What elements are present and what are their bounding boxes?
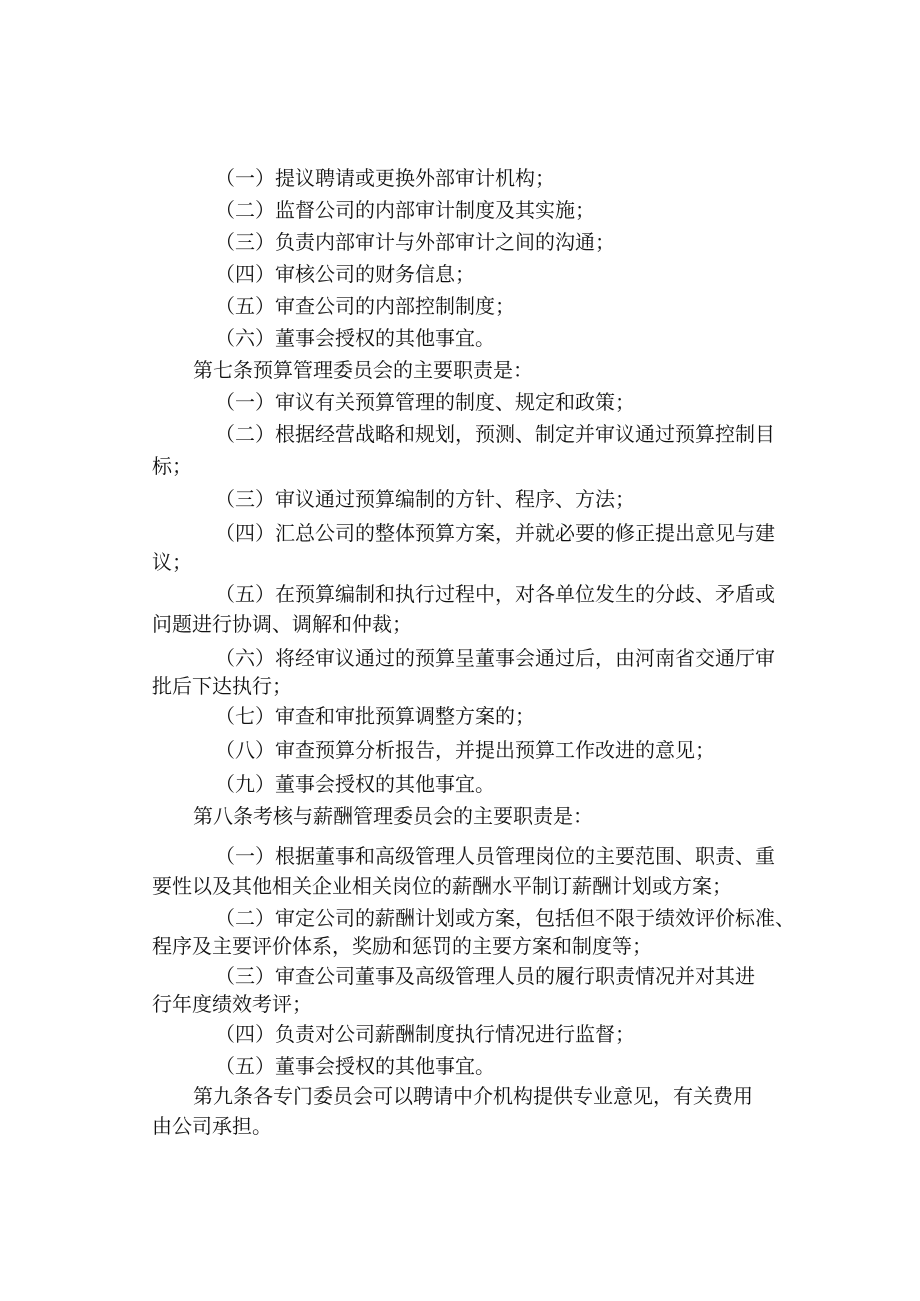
pay-duty-1: （一）根据董事和高级管理人员管理岗位的主要范围、职责、重 [215, 844, 775, 868]
audit-duty-3: （三）负责内部审计与外部审计之间的沟通； [215, 230, 615, 254]
budget-duty-8: （八）审查预算分析报告，并提出预算工作改进的意见； [215, 738, 715, 762]
pay-duty-3: （三）审查公司董事及高级管理人员的履行职责情况并对其进 [215, 964, 755, 988]
budget-duty-6: （六）将经审议通过的预算呈董事会通过后，由河南省交通厅审 [215, 646, 775, 670]
budget-duty-4: （四）汇总公司的整体预算方案，并就必要的修正提出意见与建 [215, 521, 775, 545]
budget-duty-2: （二）根据经营战略和规划，预测、制定并审议通过预算控制目 [215, 422, 775, 446]
audit-duty-6: （六）董事会授权的其他事宜。 [215, 326, 495, 350]
budget-duty-4-cont: 议； [152, 550, 192, 574]
budget-duty-1: （一）审议有关预算管理的制度、规定和政策； [215, 390, 635, 414]
pay-duty-2-cont: 程序及主要评价体系，奖励和惩罚的主要方案和制度等； [152, 934, 652, 958]
article-8-heading: 第八条考核与薪酬管理委员会的主要职责是： [193, 804, 593, 828]
budget-duty-9: （九）董事会授权的其他事宜。 [215, 772, 495, 796]
pay-duty-2: （二）审定公司的薪酬计划或方案，包括但不限于绩效评价标准、 [215, 906, 795, 930]
budget-duty-5-cont: 问题进行协调、调解和仲裁； [152, 612, 412, 636]
audit-duty-1: （一）提议聘请或更换外部审计机构； [215, 166, 555, 190]
pay-duty-3-cont: 行年度绩效考评； [152, 992, 312, 1016]
pay-duty-5: （五）董事会授权的其他事宜。 [215, 1054, 495, 1078]
pay-duty-1-cont: 要性以及其他相关企业相关岗位的薪酬水平制订薪酬计划或方案； [152, 874, 732, 898]
article-9-text: 第九条各专门委员会可以聘请中介机构提供专业意见，有关费用 [193, 1084, 753, 1108]
budget-duty-7: （七）审查和审批预算调整方案的； [215, 704, 535, 728]
budget-duty-2-cont: 标； [152, 454, 192, 478]
budget-duty-6-cont: 批后下达执行； [152, 674, 292, 698]
budget-duty-3: （三）审议通过预算编制的方针、程序、方法； [215, 487, 635, 511]
budget-duty-5: （五）在预算编制和执行过程中，对各单位发生的分歧、矛盾或 [215, 582, 775, 606]
article-7-heading: 第七条预算管理委员会的主要职责是： [193, 358, 533, 382]
audit-duty-2: （二）监督公司的内部审计制度及其实施； [215, 198, 595, 222]
pay-duty-4: （四）负责对公司薪酬制度执行情况进行监督； [215, 1022, 635, 1046]
audit-duty-4: （四）审核公司的财务信息； [215, 262, 475, 286]
audit-duty-5: （五）审查公司的内部控制制度； [215, 294, 515, 318]
article-9-cont: 由公司承担。 [152, 1114, 272, 1138]
